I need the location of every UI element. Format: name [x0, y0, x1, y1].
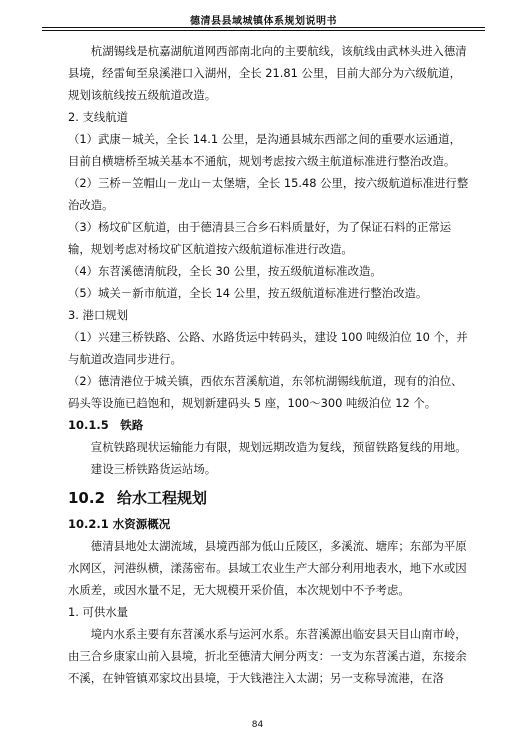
subsection-heading: 10.1.5 铁路: [68, 418, 144, 432]
paragraph: （1）兴建三桥铁路、公路、水路货运中转码头，建设 100 吨级泊位 10 个，并与航道改造同步进行。: [68, 330, 468, 366]
paragraph: 宣杭铁路现状运输能力有限，规划远期改造为复线，预留铁路复线的用地。: [90, 440, 467, 454]
paragraph: （1）武康－城关，全长 14.1 公里，是沟通县城东西部之间的重要水运通道，目前自横塘桥至城关基本不通航，规划考虑按六级主航道标准进行整治改造。: [68, 132, 461, 168]
paragraph: 3. 港口规划: [68, 308, 129, 322]
section-heading: [68, 486, 469, 510]
paragraph: （2）德清港位于城关镇，西依东苕溪航道，东邻杭湖锡线航道，现有的泊位、码头等设施已趋饱和，规划新建码头 5 座，100～300 吨级泊位 12 个。: [68, 374, 463, 410]
paragraph: 境内水系主要有东苕溪水系与运河水系。东苕溪源出临安县天目山南市岭，由三合乡康家山前入县境，折北至德清大闸分两支：一支为东苕溪古道，东接余不溪，在钟管镇邓家坟出县境，于大钱港注入太湖；另一支称导流港，在洛: [68, 627, 467, 685]
header-rule-top: [42, 27, 485, 28]
paragraph: 德清县地处太湖流域，县境西部为低山丘陵区，多溪流、塘库；东部为平原水网区，河港纵横，漾荡密布。县域工农业生产大部分利用地表水，地下水或因水质差，或因水量不足，无大规模开采价值，本次规划中不予考虑。: [68, 539, 467, 597]
body-text: [68, 40, 469, 689]
section-number: 10.2: [68, 489, 106, 507]
paragraph: （4）东苕溪德清航段，全长 30 公里，按五级航道标准改造。: [68, 264, 382, 278]
paragraph: （3）杨坟矿区航道，由于德清县三合乡石料质量好，为了保证石料的正常运输，规划考虑对杨坟矿区航道按六级航道标准进行改造。: [68, 220, 452, 256]
paragraph: （2）三桥－笠帽山－龙山－太堡塘，全长 15.48 公里，按六级航道标准进行整治改造。: [68, 176, 469, 212]
paragraph: 1. 可供水量: [68, 605, 129, 619]
running-header: 德清县县域城镇体系规划说明书: [190, 16, 337, 27]
paragraph: 建设三桥铁路货运站场。: [90, 462, 217, 476]
section-title: 给水工程规划: [117, 489, 208, 507]
header-rule-bottom: [42, 30, 485, 31]
paragraph: 2. 支线航道: [68, 110, 129, 124]
paragraph: 杭湖锡线是杭嘉湖航道网西部南北向的主要航线，该航线由武林头进入德清县境，经雷甸至泉溪港口入湖州，全长 21.81 公里，目前大部分为六级航道，规划该航线按五级航道改造。: [68, 44, 467, 102]
page-number: 84: [251, 720, 264, 730]
paragraph: （5）城关－新市航道，全长 14 公里，按五级航道标准进行整治改造。: [68, 286, 428, 300]
subsection-heading: 10.2.1 水资源概况: [68, 517, 171, 531]
